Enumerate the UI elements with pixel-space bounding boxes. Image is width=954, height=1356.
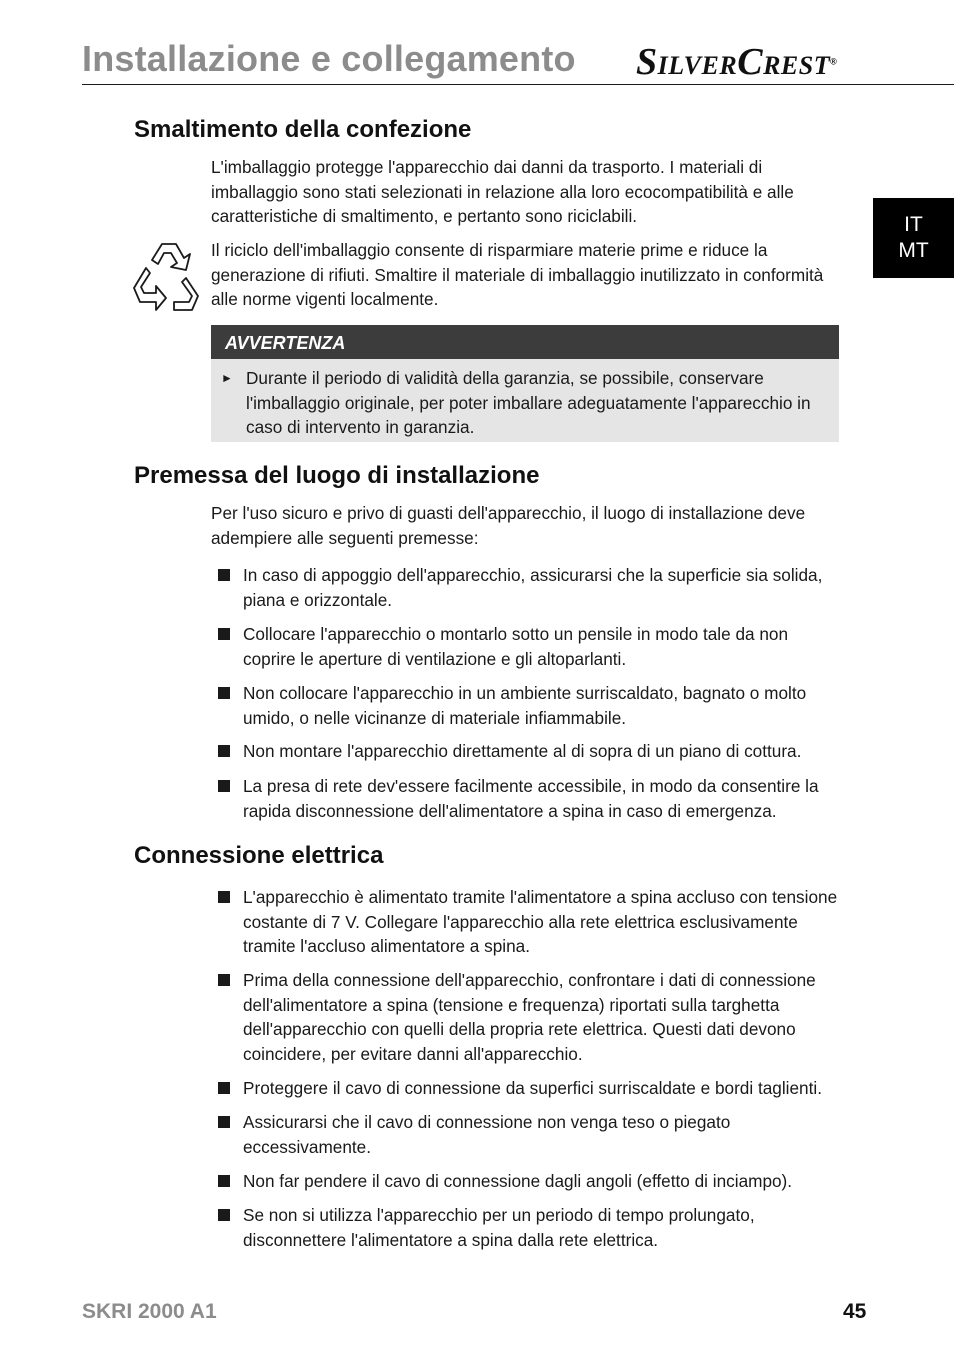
page-header-title: Installazione e collegamento [82, 38, 576, 79]
list-item: Collocare l'apparecchio o montarlo sotto un pensile in modo tale da non coprire le aperture di ventilazione e gli altoparlanti. [243, 622, 843, 671]
list-item: Se non si utilizza l'apparecchio per un periodo di tempo prolungato, disconnettere l'alimentatore a spina dalla rete elettrica. [243, 1203, 843, 1252]
page-number: 45 [843, 1300, 867, 1323]
arrow-right-icon: ► [221, 371, 233, 385]
list-item: Prima della connessione dell'apparecchio, confrontare i dati di connessione dell'alimentatore a spina (tensione e frequenza) riportati sulla targhetta dell'apparecchio con quelli della propria rete elettrica. Questi dati devono coincidere, per evitare danni all'apparecchio. [243, 968, 843, 1066]
list-item: La presa di rete dev'essere facilmente accessibile, in modo da consentire la rapida disconnessione dell'alimentatore a spina in caso di emergenza. [243, 774, 843, 823]
warning-text: Durante il periodo di validità della garanzia, se possibile, conservare l'imballaggio originale, per poter imballare adeguatamente l'apparecchio in caso di intervento in garanzia. [246, 368, 811, 437]
list-item: L'apparecchio è alimentato tramite l'alimentatore a spina accluso con tensione costante di 7 V. Collegare l'apparecchio alla rete elettrica esclusivamente tramite l'accluso alimentatore a spina. [243, 885, 843, 959]
recycle-icon [122, 240, 204, 318]
list-item: Proteggere il cavo di connessione da superfici surriscaldate e bordi taglienti. [243, 1076, 853, 1101]
bullet-square-icon [218, 1209, 230, 1221]
bullet-square-icon [218, 628, 230, 640]
list-item: In caso di appoggio dell'apparecchio, assicurarsi che la superficie sia solida, piana e orizzontale. [243, 563, 843, 612]
brand-logo: SILVERCREST® [636, 41, 838, 83]
bullet-square-icon [218, 974, 230, 986]
list-item: Non montare l'apparecchio direttamente al di sopra di un piano di cottura. [243, 739, 843, 764]
language-tab-mt: MT [898, 239, 929, 262]
warning-title: AVVERTENZA [211, 325, 839, 359]
location-intro: Per l'uso sicuro e privo di guasti dell'apparecchio, il luogo di installazione deve adempiere alle seguenti premesse: [211, 503, 806, 548]
list-item: Non far pendere il cavo di connessione dagli angoli (effetto di inciampo). [243, 1169, 843, 1194]
language-tab [873, 198, 954, 278]
section-heading-packaging: Smaltimento della confezione [134, 116, 472, 143]
bullet-square-icon [218, 569, 230, 581]
bullet-square-icon [218, 1175, 230, 1187]
section-heading-location: Premessa del luogo di installazione [134, 462, 540, 489]
language-tab-it: IT [904, 213, 923, 236]
bullet-square-icon [218, 891, 230, 903]
bullet-square-icon [218, 1116, 230, 1128]
bullet-square-icon [218, 780, 230, 792]
footer-model: SKRI 2000 A1 [82, 1300, 217, 1323]
packaging-paragraph-2: Il riciclo dell'imballaggio consente di risparmiare materie prime e riduce la generazione di rifiuti. Smaltire il materiale di imballaggio inutilizzato in conformità alle norme vigenti localmente. [211, 240, 824, 309]
packaging-paragraph-1: L'imballaggio protegge l'apparecchio dai danni da trasporto. I materiali di imballaggio sono stati selezionati in relazione alla loro ecocompatibilità e alle caratteristiche di smaltimento, e pertanto sono riciclabili. [211, 157, 794, 226]
registered-mark: ® [830, 56, 838, 67]
header-divider [82, 84, 954, 85]
section-heading-electrical: Connessione elettrica [134, 842, 384, 869]
list-item: Non collocare l'apparecchio in un ambiente surriscaldato, bagnato o molto umido, o nelle vicinanze di materiale infiammabile. [243, 681, 843, 730]
bullet-square-icon [218, 1082, 230, 1094]
list-item: Assicurarsi che il cavo di connessione non venga teso o piegato eccessivamente. [243, 1110, 843, 1159]
bullet-square-icon [218, 745, 230, 757]
bullet-square-icon [218, 687, 230, 699]
warning-box [211, 325, 839, 442]
